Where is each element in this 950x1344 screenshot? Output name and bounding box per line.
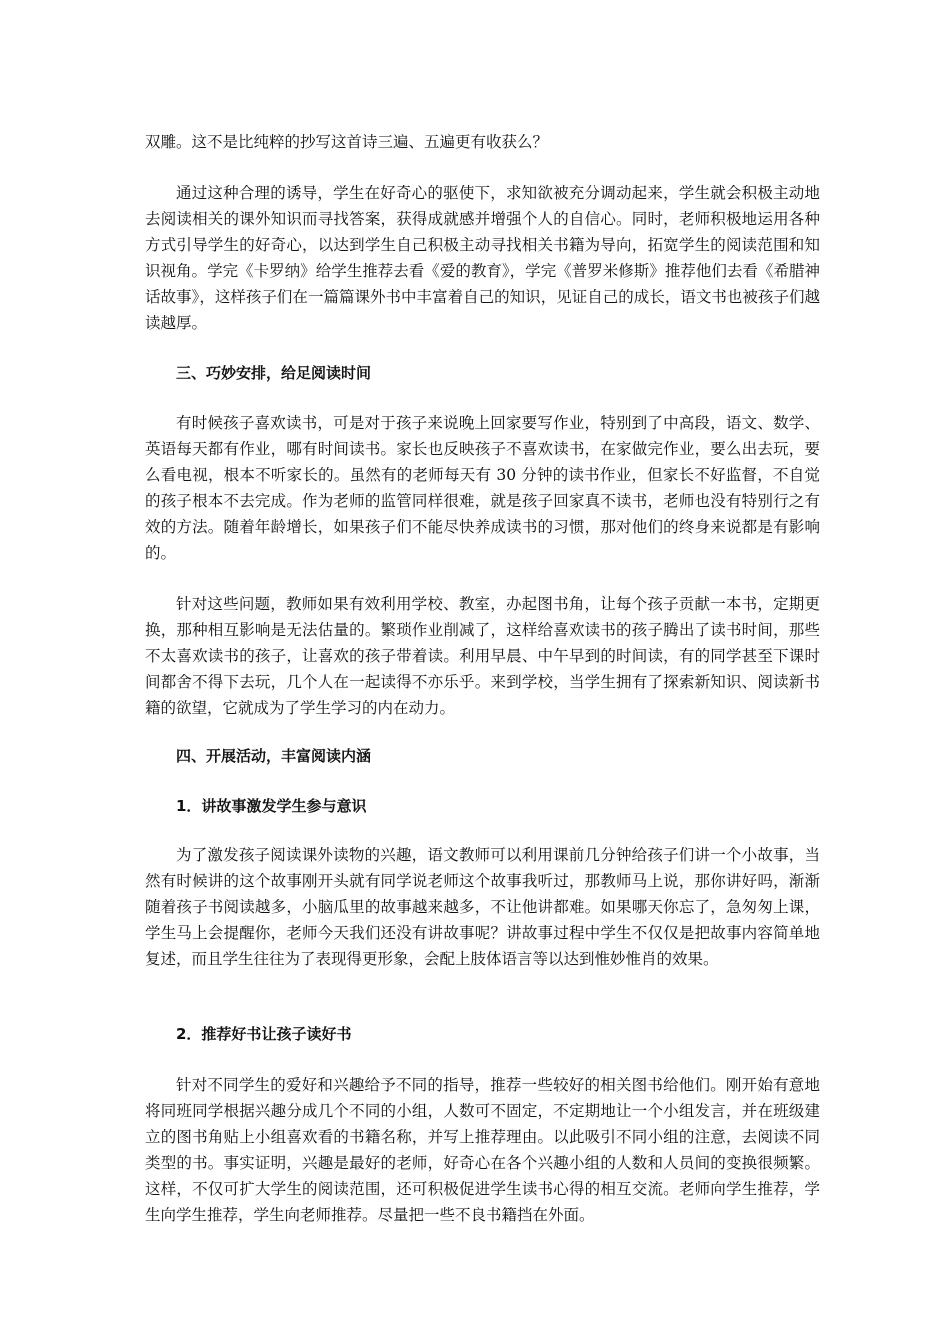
paragraph-storytelling: 为了激发孩子阅读课外读物的兴趣，语文教师可以利用课前几分钟给孩子们讲一个小故事，当然有时候讲的这个故事刚开头就有同学说老师这个故事我听过，那教师马上说，那你讲好吗，渐渐随着孩子书阅读越多，小脑瓜里的故事越来越多，不让他讲都难。如果哪天你忘了，急匆匆上课，学生马上会提醒你，老师今天我们还没有讲故事呢？讲故事过程中学生不仅仅是把故事内容简单地复述，而且学生往往为了表现得更形象，会配上肢体语言等以达到惟妙惟肖的效果。 xyxy=(145,846,820,968)
section-heading-four: 四、开展活动，丰富阅读内涵 xyxy=(176,747,372,765)
subheading-storytelling: 1．讲故事激发学生参与意识 xyxy=(176,797,367,815)
paragraph-recommend-books: 针对不同学生的爱好和兴趣给予不同的指导，推荐一些较好的相关图书给他们。刚开始有意地将同班同学根据兴趣分成几个不同的小组，人数可不固定，不定期地让一个小组发言，并在班级建立的图书角贴上小组喜欢看的书籍名称，并写上推荐理由。以此吸引不同小组的注意，去阅读不同类型的书。事实证明，兴趣是最好的老师，好奇心在各个兴趣小组的人数和人员间的变换很频繁。这样，不仅可扩大学生的阅读范围，还可积极促进学生读书心得的相互交流。老师向学生推荐，学生向学生推荐，学生向老师推荐。尽量把一些不良书籍挡在外面。 xyxy=(145,1076,820,1224)
section-heading-three: 三、巧妙安排，给足阅读时间 xyxy=(176,364,372,382)
paragraph-book-corner: 针对这些问题，教师如果有效利用学校、教室，办起图书角，让每个孩子贡献一本书，定期更换，那种相互影响是无法估量的。繁琐作业削减了，这样给喜欢读书的孩子腾出了读书时间，那些不太喜欢读书的孩子，让喜欢的孩子带着读。利用早晨、中午早到的时间读，有的同学甚至下课时间都舍不得下去玩，几个人在一起读得不亦乐乎。来到学校，当学生拥有了探索新知识、阅读新书籍的欲望，它就成为了学生学习的内在动力。 xyxy=(145,595,820,717)
subheading-recommend-books: 2．推荐好书让孩子读好书 xyxy=(176,1025,352,1043)
paragraph-reading-time: 有时候孩子喜欢读书，可是对于孩子来说晚上回家要写作业，特别到了中高段，语文、数学、英语每天都有作业，哪有时间读书。家长也反映孩子不喜欢读书，在家做完作业，要么出去玩，要么看电视，根本不听家长的。虽然有的老师每天有 30 分钟的读书作业，但家长不好监督，不自觉的孩子根本不去完成。作为老师的监管同样很难，就是孩子回家真不读书，老师也没有特别行之有效的方法。随着年龄增长，如果孩子们不能尽快养成读书的习惯，那对他们的终身来说都是有影响的。 xyxy=(145,414,820,562)
paragraph-continuation: 双雕。这不是比纯粹的抄写这首诗三遍、五遍更有收获么？ xyxy=(145,133,549,151)
paragraph-curiosity-guidance: 通过这种合理的诱导，学生在好奇心的驱使下，求知欲被充分调动起来，学生就会积极主动地去阅读相关的课外知识而寻找答案，获得成就感并增强个人的自信心。同时，老师积极地运用各种方式引导学生的好奇心，以达到学生自己积极主动寻找相关书籍为导向，拓宽学生的阅读范围和知识视角。学完《卡罗纳》给学生推荐去看《爱的教育》，学完《普罗米修斯》推荐他们去看《希腊神话故事》，这样孩子们在一篇篇课外书中丰富着自己的知识，见证自己的成长，语文书也被孩子们越读越厚。 xyxy=(145,184,820,332)
